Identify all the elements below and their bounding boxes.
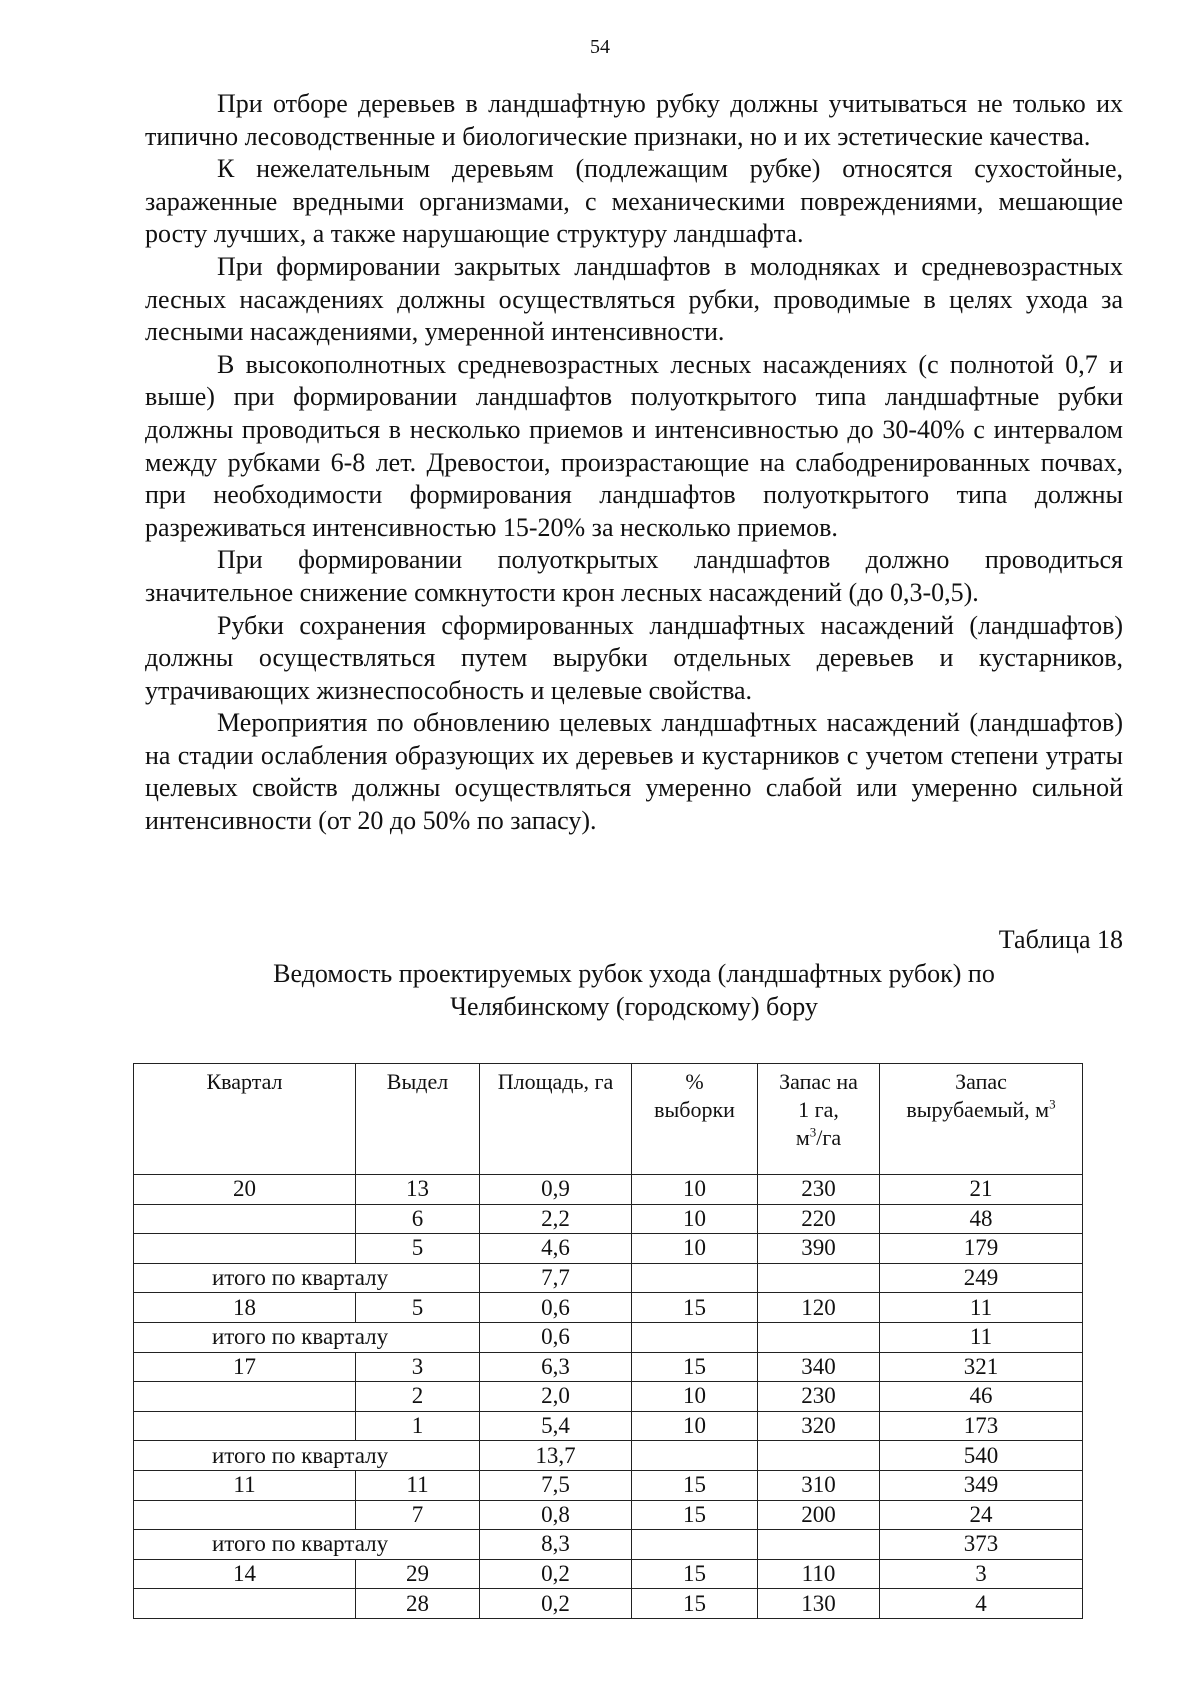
- percent-cell: 15: [632, 1352, 758, 1382]
- stock-cut-cell: 321: [880, 1352, 1083, 1382]
- area-cell: 0,6: [480, 1293, 632, 1323]
- vydel-cell: 6: [356, 1204, 480, 1234]
- percent-cell: [632, 1530, 758, 1560]
- header-area: Площадь, га: [480, 1064, 632, 1175]
- area-cell: 0,2: [480, 1559, 632, 1589]
- vydel-cell: 2: [356, 1382, 480, 1412]
- body-text: [145, 88, 1123, 838]
- percent-cell: 15: [632, 1559, 758, 1589]
- kvartal-cell: 20: [134, 1175, 356, 1205]
- area-cell: 5,4: [480, 1411, 632, 1441]
- total-label-cell: итого по кварталу: [134, 1263, 480, 1293]
- percent-cell: 10: [632, 1382, 758, 1412]
- vydel-cell: 11: [356, 1470, 480, 1500]
- kvartal-cell: 17: [134, 1352, 356, 1382]
- paragraph: При формировании полуоткрытых ландшафтов должно проводиться значительное снижение сомкнутости крон лесных насаждений (до 0,3-0,5).: [145, 545, 1123, 607]
- header-vydel: Выдел: [356, 1064, 480, 1175]
- stock-per-ha-cell: [758, 1530, 880, 1560]
- stock-cut-cell: 11: [880, 1322, 1083, 1352]
- table-row: [134, 1204, 1083, 1234]
- stock-per-ha-cell: 120: [758, 1293, 880, 1323]
- table-total-row: [134, 1530, 1083, 1560]
- table-row: [134, 1382, 1083, 1412]
- table-header-row: [134, 1064, 1083, 1175]
- paragraph: При отборе деревьев в ландшафтную рубку должны учитываться не только их типично лесоводственные и биологические признаки, но и их эстетические качества.: [145, 89, 1123, 151]
- vydel-cell: 29: [356, 1559, 480, 1589]
- stock-per-ha-cell: 230: [758, 1382, 880, 1412]
- stock-cut-cell: 46: [880, 1382, 1083, 1412]
- stock-cut-cell: 21: [880, 1175, 1083, 1205]
- area-cell: 2,2: [480, 1204, 632, 1234]
- kvartal-cell: 18: [134, 1293, 356, 1323]
- stock-per-ha-cell: 110: [758, 1559, 880, 1589]
- vydel-cell: 1: [356, 1411, 480, 1441]
- total-label-cell: итого по кварталу: [134, 1441, 480, 1471]
- paragraph: К нежелательным деревьям (подлежащим рубке) относятся сухостойные, зараженные вредными организмами, с механическими повреждениями, мешающие росту лучших, а также нарушающие структуру ландшафта.: [145, 154, 1123, 249]
- stock-cut-cell: 24: [880, 1500, 1083, 1530]
- kvartal-cell: [134, 1500, 356, 1530]
- stock-cut-cell: 179: [880, 1234, 1083, 1264]
- stock-cut-cell: 173: [880, 1411, 1083, 1441]
- total-label-cell: итого по кварталу: [134, 1322, 480, 1352]
- stock-per-ha-cell: [758, 1263, 880, 1293]
- stock-cut-cell: 4: [880, 1589, 1083, 1619]
- area-cell: 0,8: [480, 1500, 632, 1530]
- percent-cell: 10: [632, 1175, 758, 1205]
- area-cell: 0,6: [480, 1322, 632, 1352]
- percent-cell: 15: [632, 1470, 758, 1500]
- vydel-cell: 3: [356, 1352, 480, 1382]
- kvartal-cell: [134, 1411, 356, 1441]
- area-cell: 6,3: [480, 1352, 632, 1382]
- kvartal-cell: [134, 1589, 356, 1619]
- area-cell: 4,6: [480, 1234, 632, 1264]
- paragraph: Рубки сохранения сформированных ландшафтных насаждений (ландшафтов) должны осуществляться путем вырубки отдельных деревьев и кустарников, утрачивающих жизнеспособность и целевые свойства.: [145, 610, 1123, 705]
- stock-per-ha-cell: 340: [758, 1352, 880, 1382]
- percent-cell: [632, 1263, 758, 1293]
- area-cell: 0,2: [480, 1589, 632, 1619]
- table-total-row: [134, 1441, 1083, 1471]
- stock-per-ha-cell: 390: [758, 1234, 880, 1264]
- table-title-line: Ведомость проектируемых рубок ухода (ландшафтных рубок) по: [273, 959, 995, 988]
- stock-per-ha-cell: 310: [758, 1470, 880, 1500]
- header-stock-cut: Запас вырубаемый, $м^3$: [880, 1064, 1083, 1175]
- vydel-cell: 5: [356, 1293, 480, 1323]
- kvartal-cell: 14: [134, 1559, 356, 1589]
- stock-per-ha-cell: [758, 1441, 880, 1471]
- cutting-table: [133, 1063, 1083, 1619]
- stock-cut-cell: 540: [880, 1441, 1083, 1471]
- kvartal-cell: [134, 1234, 356, 1264]
- table-row: [134, 1500, 1083, 1530]
- vydel-cell: 7: [356, 1500, 480, 1530]
- page-number: 54: [590, 36, 610, 58]
- table-row: [134, 1234, 1083, 1264]
- stock-cut-cell: 249: [880, 1263, 1083, 1293]
- stock-per-ha-cell: 320: [758, 1411, 880, 1441]
- table-row: [134, 1293, 1083, 1323]
- table-body: [134, 1175, 1083, 1619]
- stock-cut-cell: 48: [880, 1204, 1083, 1234]
- vydel-cell: 13: [356, 1175, 480, 1205]
- table-row: [134, 1559, 1083, 1589]
- kvartal-cell: [134, 1204, 356, 1234]
- table-row: [134, 1411, 1083, 1441]
- area-cell: 7,7: [480, 1263, 632, 1293]
- area-cell: 13,7: [480, 1441, 632, 1471]
- table-row: [134, 1589, 1083, 1619]
- stock-per-ha-cell: 220: [758, 1204, 880, 1234]
- area-cell: 2,0: [480, 1382, 632, 1412]
- stock-cut-cell: 3: [880, 1559, 1083, 1589]
- stock-cut-cell: 11: [880, 1293, 1083, 1323]
- percent-cell: 15: [632, 1293, 758, 1323]
- paragraph: Мероприятия по обновлению целевых ландшафтных насаждений (ландшафтов) на стадии ослабления образующих их деревьев и кустарников с учетом степени утраты целевых свойств должны осуществляться умеренно слабой или умеренно сильной интенсивности (от 20 до 50% по запасу).: [145, 708, 1123, 836]
- table-total-row: [134, 1322, 1083, 1352]
- table-title-line: Челябинскому (городскому) бору: [450, 992, 818, 1021]
- percent-cell: [632, 1322, 758, 1352]
- table-title: [145, 957, 1123, 1023]
- table-row: [134, 1352, 1083, 1382]
- total-label-cell: итого по кварталу: [134, 1530, 480, 1560]
- stock-per-ha-cell: 130: [758, 1589, 880, 1619]
- table-label: Таблица 18: [998, 925, 1123, 954]
- percent-cell: [632, 1441, 758, 1471]
- header-stock-per-ha: Запас на 1 га, $м^3/га$: [758, 1064, 880, 1175]
- stock-cut-cell: 349: [880, 1470, 1083, 1500]
- kvartal-cell: 11: [134, 1470, 356, 1500]
- header-percent: % выборки: [632, 1064, 758, 1175]
- stock-per-ha-cell: 230: [758, 1175, 880, 1205]
- paragraph: При формировании закрытых ландшафтов в молодняках и средневозрастных лесных насаждениях должны осуществляться рубки, проводимые в целях ухода за лесными насаждениями, умеренной интенсивности.: [145, 251, 1123, 347]
- area-cell: 0,9: [480, 1175, 632, 1205]
- percent-cell: 10: [632, 1204, 758, 1234]
- vydel-cell: 5: [356, 1234, 480, 1264]
- paragraph: В высокополнотных средневозрастных лесных насаждениях (с полнотой 0,7 и выше) при формировании ландшафтов полуоткрытого типа ландшафтные рубки должны проводиться в несколько приемов и интенсивностью до 30-40% с интервалом между рубками 6-8 лет. Древостои, произрастающие на слабодренированных почвах, при необходимости формирования ландшафтов полуоткрытого типа должны разреживаться интенсивностью 15-20% за несколько приемов.: [145, 349, 1123, 542]
- percent-cell: 15: [632, 1589, 758, 1619]
- kvartal-cell: [134, 1382, 356, 1412]
- vydel-cell: 28: [356, 1589, 480, 1619]
- stock-cut-cell: 373: [880, 1530, 1083, 1560]
- percent-cell: 10: [632, 1411, 758, 1441]
- stock-per-ha-cell: 200: [758, 1500, 880, 1530]
- table-total-row: [134, 1263, 1083, 1293]
- area-cell: 7,5: [480, 1470, 632, 1500]
- stock-per-ha-cell: [758, 1322, 880, 1352]
- percent-cell: 10: [632, 1234, 758, 1264]
- table-row: [134, 1175, 1083, 1205]
- table-row: [134, 1470, 1083, 1500]
- area-cell: 8,3: [480, 1530, 632, 1560]
- header-kvartal: Квартал: [134, 1064, 356, 1175]
- percent-cell: 15: [632, 1500, 758, 1530]
